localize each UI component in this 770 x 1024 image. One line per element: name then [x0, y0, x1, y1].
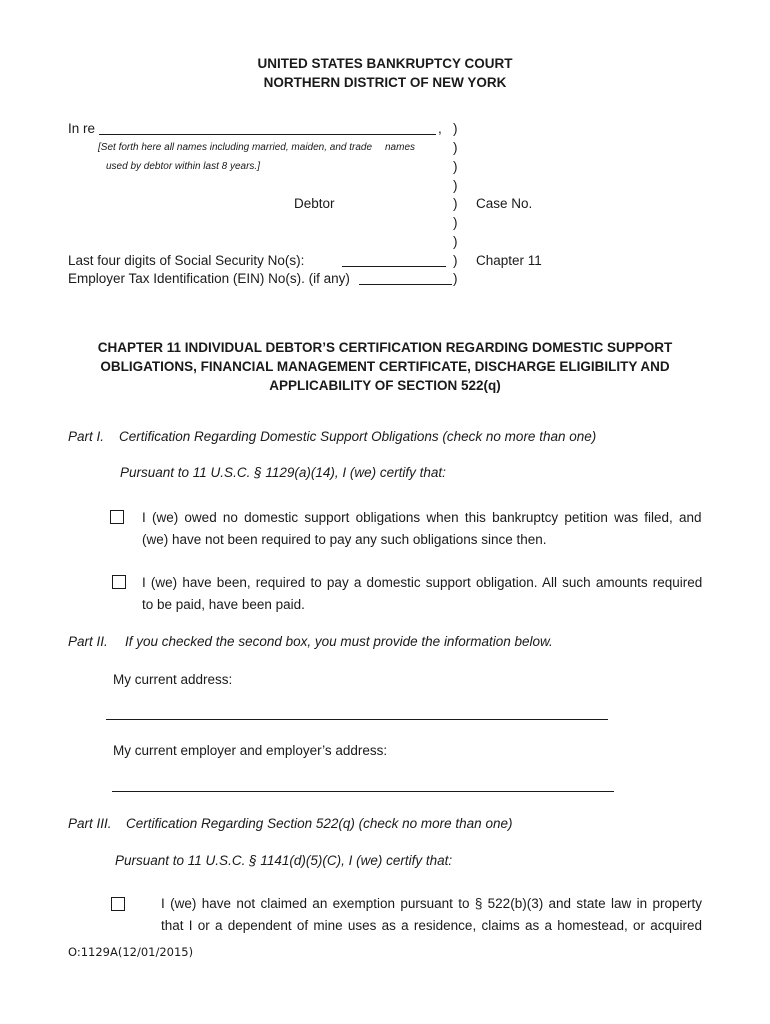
caption-paren: )	[453, 121, 458, 136]
ein-line[interactable]	[359, 284, 452, 285]
part1-pursuant: Pursuant to 11 U.S.C. § 1129(a)(14), I (we) certify that:	[120, 465, 446, 480]
form-title-line3: APPLICABILITY OF SECTION 522(q)	[269, 378, 501, 393]
names-note-line1b: names	[385, 142, 416, 153]
court-name: UNITED STATES BANKRUPTCY COURT	[257, 56, 513, 71]
in-re-comma: ,	[438, 121, 442, 136]
case-no-label: Case No.	[476, 196, 533, 211]
address-label: My current address:	[113, 672, 233, 687]
part3-option1-checkbox[interactable]	[111, 897, 125, 911]
part1-label: Part I.	[68, 429, 105, 444]
ssn-line[interactable]	[342, 266, 446, 267]
caption-paren: )	[453, 215, 458, 230]
names-note-line1: [Set forth here all names including married, maiden, and trade	[98, 142, 373, 153]
caption-paren: )	[453, 234, 458, 249]
part1-option2-text-line2: to be paid, have been paid.	[142, 597, 305, 612]
part3-pursuant: Pursuant to 11 U.S.C. § 1141(d)(5)(C), I (we) certify that:	[115, 853, 453, 868]
employer-label: My current employer and employer’s address:	[113, 743, 388, 758]
caption-paren: )	[453, 159, 458, 174]
part3-heading: Certification Regarding Section 522(q) (check no more than one)	[126, 816, 513, 831]
part1-heading: Certification Regarding Domestic Support Obligations (check no more than one)	[119, 429, 597, 444]
caption-paren: )	[453, 196, 458, 211]
part1-option1-checkbox[interactable]	[110, 510, 124, 524]
address-line[interactable]	[106, 719, 608, 720]
debtor-label: Debtor	[294, 196, 335, 211]
part1-option2-checkbox[interactable]	[112, 575, 126, 589]
part1-option2-text-line1: I (we) have been, required to pay a domestic support obligation. All such amounts required	[142, 575, 703, 590]
part2-heading: If you checked the second box, you must provide the information below.	[125, 634, 553, 649]
part1-option1-text-line2: (we) have not been required to pay any such obligations since then.	[142, 532, 547, 547]
part1-option1-text-line1: I (we) owed no domestic support obligations when this bankruptcy petition was filed, and	[142, 510, 702, 525]
caption-paren: )	[453, 178, 458, 193]
chapter-label: Chapter 11	[476, 253, 542, 268]
district-name: NORTHERN DISTRICT OF NEW YORK	[263, 75, 507, 90]
part3-label: Part III.	[68, 816, 112, 831]
debtor-name-line[interactable]	[99, 134, 436, 135]
caption-paren: )	[453, 140, 458, 155]
caption-paren: )	[453, 253, 458, 268]
caption-paren: )	[453, 271, 458, 286]
form-title-line1: CHAPTER 11 INDIVIDUAL DEBTOR’S CERTIFICATION REGARDING DOMESTIC SUPPORT	[97, 340, 673, 355]
part3-option1-text-line2: that I or a dependent of mine uses as a residence, claims as a homestead, or acquired	[161, 918, 703, 933]
form-title-line2: OBLIGATIONS, FINANCIAL MANAGEMENT CERTIFICATE, DISCHARGE ELIGIBILITY AND	[100, 359, 670, 374]
part2-label: Part II.	[68, 634, 108, 649]
names-note-line2: used by debtor within last 8 years.]	[106, 161, 260, 172]
ein-label: Employer Tax Identification (EIN) No(s). (if any)	[68, 271, 350, 286]
employer-line[interactable]	[112, 791, 614, 792]
in-re-label: In re	[68, 121, 96, 136]
form-number: O:1129A(12/01/2015)	[68, 945, 194, 959]
ssn-label: Last four digits of Social Security No(s):	[68, 253, 305, 268]
part3-option1-text-line1: I (we) have not claimed an exemption pursuant to § 522(b)(3) and state law in property	[161, 896, 703, 911]
